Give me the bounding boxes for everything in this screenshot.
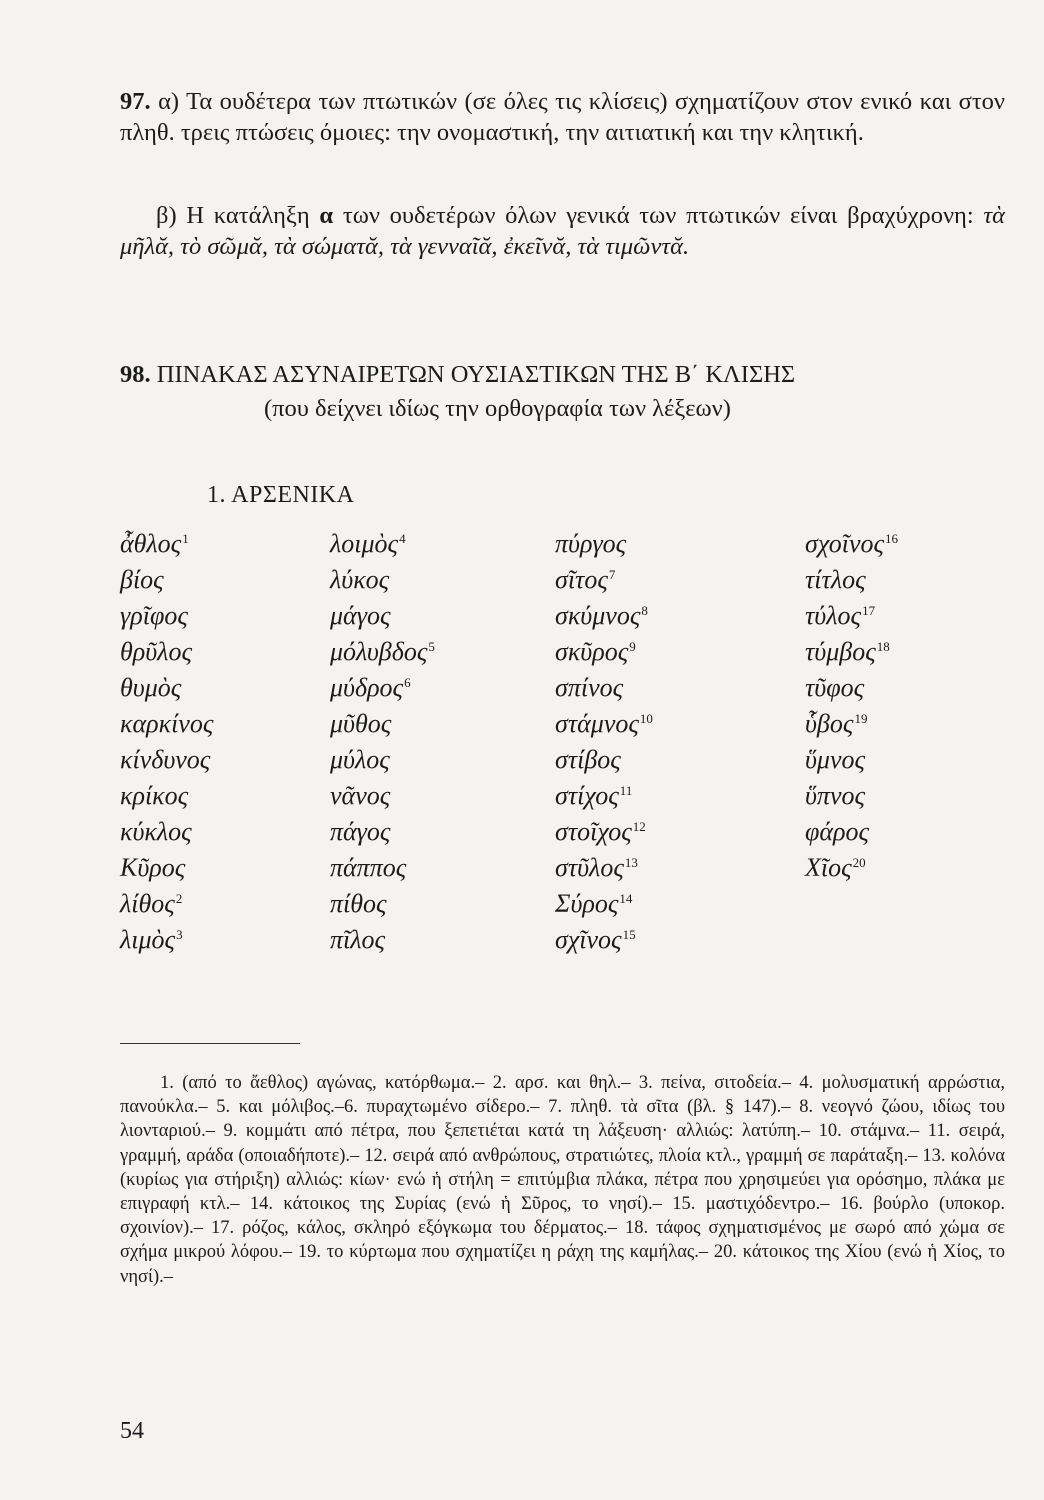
word-entry [330,778,435,814]
section-97-b-examples: τὰ μῆλᾰ, τὸ σῶμᾰ, τὰ σώματᾰ, τὰ γενναῖᾰ, ἐκεῖνᾰ, τὰ τιμῶντᾰ. [120,202,1006,260]
word-column-1 [120,526,213,958]
word-entry [120,850,213,886]
word: μῦθος [330,709,392,738]
word: λιμὸς [120,925,176,954]
word-entry [555,562,653,598]
word: ὕπνος [805,781,866,810]
footnote-rule [120,1043,300,1044]
footnote-ref: 19 [854,710,868,726]
word: Κῦρος [120,853,186,882]
word-entry [330,922,435,958]
footnote-ref: 14 [619,890,633,906]
word: σχοῖνος [805,529,885,558]
word: θυμὸς [120,673,182,702]
footnote-ref: 6 [404,674,411,690]
word-column-4 [805,526,898,886]
footnote-ref: 9 [629,638,636,654]
word-entry [805,742,898,778]
word-entry [555,778,653,814]
word: σχῖνος [555,925,622,954]
word-entry [120,706,213,742]
word-entry [805,706,898,742]
word-entry [555,598,653,634]
word-entry [555,850,653,886]
word: βίος [120,565,164,594]
word-entry [330,706,435,742]
word-entry [120,562,213,598]
word: ἆθλος [120,529,182,558]
word: πάππος [330,853,407,882]
word-entry [555,742,653,778]
word: Σύρος [555,889,619,918]
word-entry [805,598,898,634]
footnote-ref: 8 [641,602,648,618]
footnote-ref: 2 [175,890,183,906]
word: φάρος [805,817,870,846]
word-column-3 [555,526,653,958]
word-entry [555,526,653,562]
footnote-ref: 18 [876,638,890,654]
footnote-ref: 4 [399,530,406,546]
word: λύκος [330,565,390,594]
word: καρκίνος [120,709,214,738]
word-entry [805,814,898,850]
word-entry [330,526,435,562]
word: κύκλος [120,817,192,846]
word-entry [120,922,213,958]
word: στῦλος [555,853,624,882]
word: πῖλος [330,925,386,954]
word-entry [555,706,653,742]
word: γρῖφος [120,601,188,630]
word: στίχος [555,781,619,810]
footnote-ref: 15 [622,926,636,942]
word-column-2 [330,526,435,958]
word-entry [805,526,898,562]
footnote-ref: 12 [632,818,646,834]
word: πάγος [330,817,391,846]
word: λοιμὸς [330,529,399,558]
word: νᾶνος [330,781,391,810]
footnote-ref: 20 [852,854,866,870]
word-entry [805,562,898,598]
word: μύδρος [330,673,404,702]
footnote-ref: 5 [428,638,435,654]
word-entry [120,634,213,670]
word: στοῖχος [555,817,632,846]
word: μόλυβδος [330,637,428,666]
footnote-ref: 16 [885,530,899,546]
section-98-subtitle: (που δείχνει ιδίως την ορθογραφία των λέξεων) [264,395,731,422]
word: κρίκος [120,781,189,810]
section-97-number: 97. [120,88,151,115]
word-entry [805,850,898,886]
word: λίθος [120,889,175,918]
word-entry [555,922,653,958]
word-entry [330,886,435,922]
page-number: 54 [120,1418,144,1444]
masculine-subheading: 1. ΑΡΣΕΝΙΚΑ [207,482,355,508]
word-entry [805,778,898,814]
word: στίβος [555,745,621,774]
word-entry [120,526,213,562]
section-97-b-marker: β) [156,202,177,229]
word-entry [120,778,213,814]
word-entry [330,670,435,706]
footnote-ref: 3 [176,926,183,942]
word-entry [120,670,213,706]
footnote-ref: 10 [639,710,653,726]
word-entry [120,598,213,634]
section-98-header [120,358,1005,426]
word-entry [120,814,213,850]
word-entry [805,634,898,670]
word-entry [555,670,653,706]
word: σῖτος [555,565,608,594]
word: κίνδυνος [120,745,211,774]
word-entry [330,562,435,598]
section-97-b [120,200,1005,262]
word-entry [555,814,653,850]
word: τύμβος [805,637,876,666]
word: πύργος [555,529,627,558]
word: μάγος [330,601,391,630]
footnote-ref: 7 [608,566,616,582]
word: μύλος [330,745,390,774]
word-entry [330,598,435,634]
word-entry [120,742,213,778]
word-entry [805,670,898,706]
word: τῦφος [805,673,865,702]
word: ὕμνος [805,745,866,774]
word-entry [330,742,435,778]
word: θρῦλος [120,637,192,666]
word-entry [555,886,653,922]
word: τύλος [805,601,862,630]
section-97-b-text-after: των ουδετέρων όλων γενικά των πτωτικών είναι βραχύχρονη: [342,202,974,229]
word-entry [330,814,435,850]
word: ὗβος [805,709,854,738]
footnote-ref: 1 [182,530,189,546]
section-98-number: 98. [120,361,151,388]
footnote-ref: 13 [624,854,638,870]
word: σπίνος [555,673,624,702]
word: τίτλος [805,565,866,594]
word: Χῖος [805,853,852,882]
word-entry [330,634,435,670]
word: σκύμνος [555,601,641,630]
footnote-ref: 11 [619,782,633,798]
word: πίθος [330,889,387,918]
footnotes: 1. (από το ἄεθλος) αγώνας, κατόρθωμα.– 2. αρσ. και θηλ.– 3. πείνα, σιτοδεία.– 4. μολυσματική αρρώστια, πανούκλα.– 5. και μόλιβος.–6. πυραχτωμένο σίδερο.– 7. πληθ. τὰ σῖτα (βλ. § 147).– 8. νεογνό ζώου, ιδίως του λιονταριού.– 9. κομμάτι από πέτρα, που ξεπετιέται κατά τη λάξευση· αλλιώς: λατύπη.– 10. στάμνα.– 11. σειρά, γραμμή, αράδα (οποιαδήποτε).– 12. σειρά από ανθρώπους, στρατιώτες, πλοία κτλ., γραμμή σε παράταξη.– 13. κολόνα (κυρίως για στήριξη) αλλιώς: κίων· ενώ ἡ στήλη = επιτύμβια πλάκα, πέτρα που χρησιμεύει για ορόσημο, πλάκα με επιγραφή κτλ.– 14. κάτοικος της Συρίας (ενώ ἡ Σῦρος, το νησί).– 15. μαστιχόδεντρο.– 16. βούρλο (υποκορ. σχοινίον).– 17. ρόζος, κάλος, σκληρό εξόγκωμα του δέρματος.– 18. τάφος σχηματισμένος με σωρό από χώμα σε σχήμα μικρού λόφου.– 19. το κύρτωμα που σχηματίζει η ράχη της καμήλας.– 20. κάτοικος της Χίου (ενώ ἡ Χίος, το νησί).– [120,1073,1005,1287]
section-98-title: ΠΙΝΑΚΑΣ ΑΣΥΝΑΙΡΕΤΩΝ ΟΥΣΙΑΣΤΙΚΩΝ ΤΗΣ Β΄ ΚΛΙΣΗΣ [156,361,796,388]
word: στάμνος [555,709,639,738]
word: σκῦρος [555,637,629,666]
section-97-a-marker: α) [158,88,180,115]
footnote-ref: 17 [862,602,876,618]
word-entry [120,886,213,922]
section-97-a [120,86,1005,148]
word-entry [330,850,435,886]
section-97-b-ending: α [319,202,334,229]
section-97-a-text: Τα ουδέτερα των πτωτικών (σε όλες τις κλίσεις) σχηματίζουν στον ενικό και στον πληθ. τρεις πτώσεις όμοιες: την ονομαστική, την αιτιατική και την κλητική. [120,88,1005,146]
word-entry [555,634,653,670]
section-97-b-text-before: Η κατάληξη [186,202,310,229]
